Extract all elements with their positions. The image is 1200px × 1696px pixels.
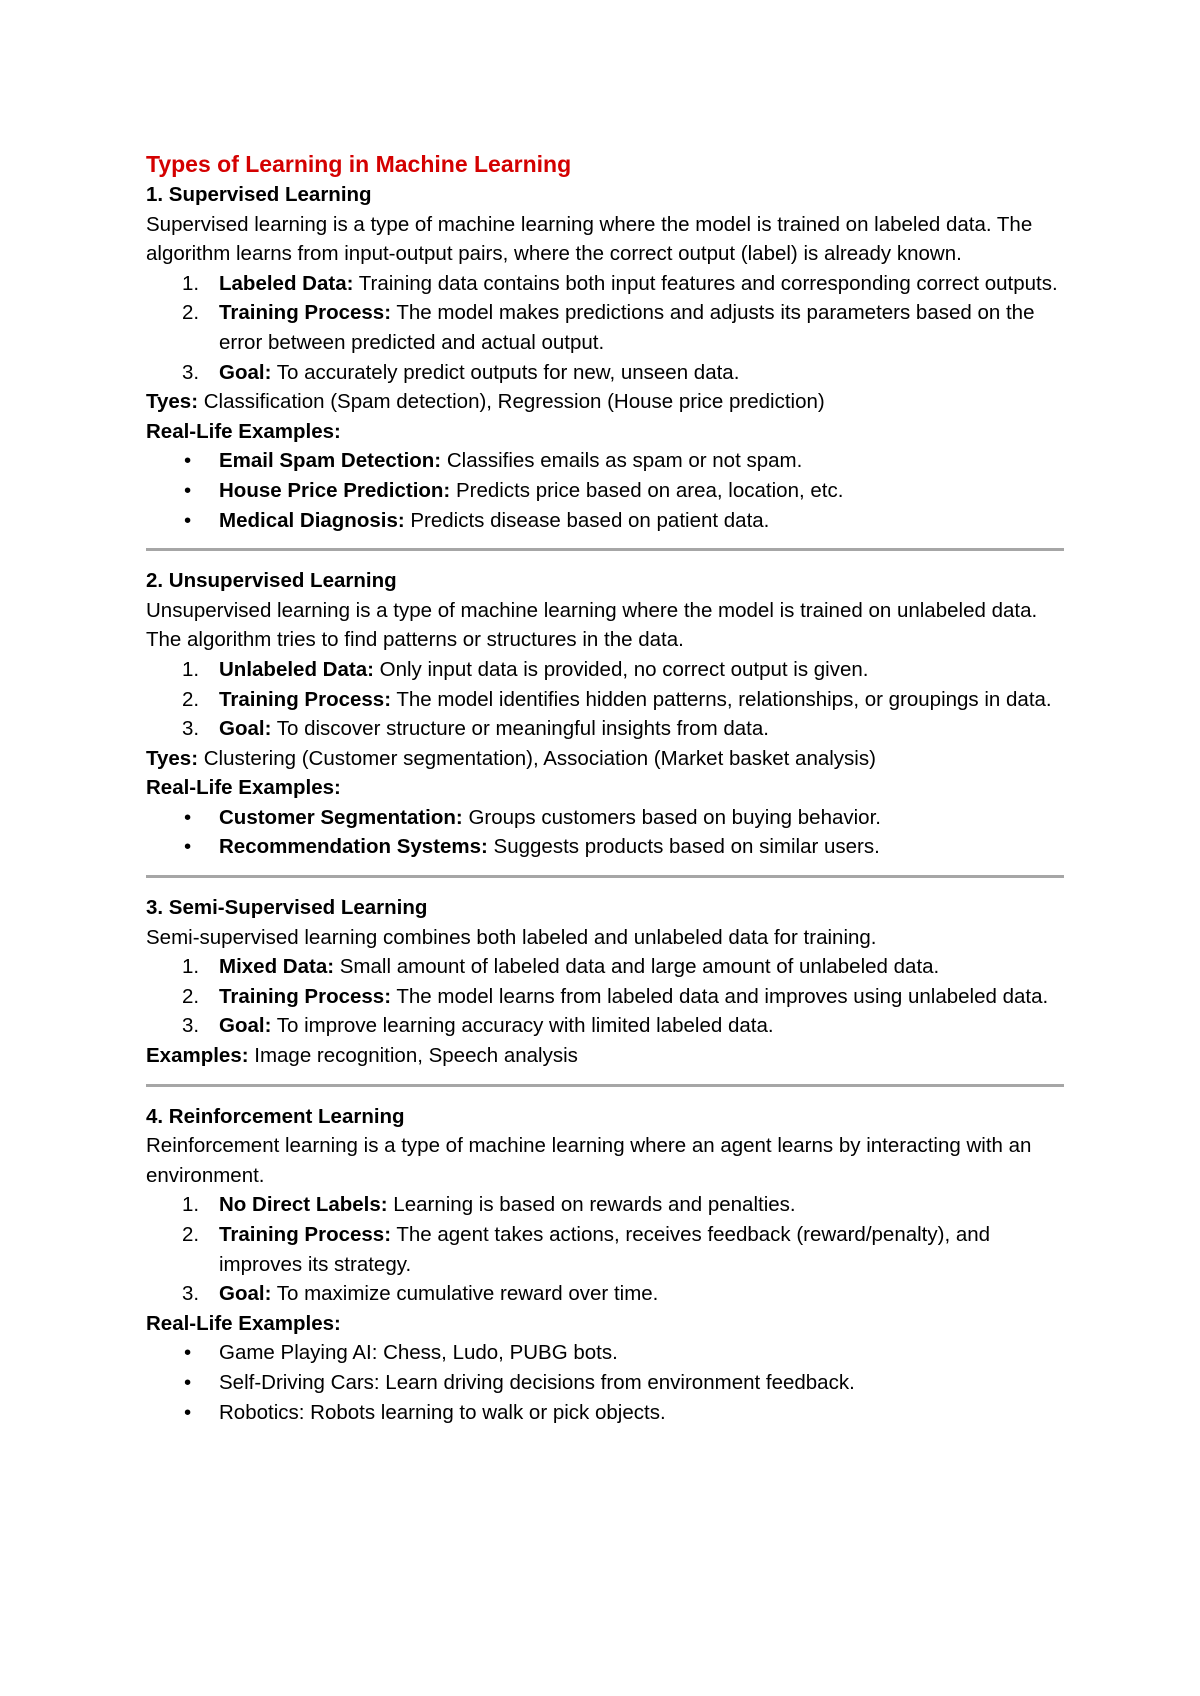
section-reinforcement	[146, 1102, 1064, 1428]
document-page	[146, 148, 1064, 1427]
item-number: 1.	[182, 271, 200, 295]
section-semi-supervised	[146, 893, 1064, 1071]
item-label: Recommendation Systems:	[219, 835, 488, 859]
item-text: The agent takes actions, receives feedback (reward/penalty), and improves its strategy.	[219, 1223, 991, 1276]
examples-list	[146, 803, 1064, 862]
item-label: Unlabeled Data:	[219, 657, 374, 681]
list-item	[146, 269, 1064, 299]
list-item	[146, 1279, 1064, 1309]
item-text: Predicts price based on area, location, etc.	[450, 478, 844, 502]
key-points-list	[146, 1190, 1064, 1308]
item-number: 2.	[182, 301, 200, 325]
item-text: The model identifies hidden patterns, relationships, or groupings in data.	[391, 687, 1052, 711]
types-line	[146, 387, 1064, 417]
item-number: 1.	[182, 1193, 200, 1217]
item-number: 1.	[182, 657, 200, 681]
list-item	[146, 1220, 1064, 1279]
key-points-list	[146, 952, 1064, 1041]
examples-label: Examples:	[146, 1044, 249, 1068]
types-line	[146, 744, 1064, 774]
section-description: Unsupervised learning is a type of machine learning where the model is trained on unlabeled data. The algorithm tries to find patterns or structures in the data.	[146, 598, 1038, 652]
list-item	[146, 1190, 1064, 1220]
item-label: Training Process:	[219, 301, 392, 325]
item-label: House Price Prediction:	[219, 478, 451, 502]
list-item	[146, 685, 1064, 715]
list-item	[146, 358, 1064, 388]
section-description: Semi-supervised learning combines both labeled and unlabeled data for training.	[146, 925, 877, 949]
list-item	[146, 832, 1064, 862]
bullet-icon: •	[184, 449, 192, 473]
types-text: Classification (Spam detection), Regression (House price prediction)	[198, 390, 825, 414]
item-label: Mixed Data:	[219, 955, 335, 979]
item-text: To maximize cumulative reward over time.	[271, 1282, 659, 1306]
list-item	[146, 655, 1064, 685]
document-title: Types of Learning in Machine Learning	[146, 151, 572, 177]
bullet-icon: •	[184, 805, 192, 829]
item-number: 2.	[182, 1223, 200, 1246]
list-item	[146, 803, 1064, 833]
item-number: 2.	[182, 984, 200, 1008]
item-number: 3.	[182, 1282, 200, 1306]
item-label: Training Process:	[219, 687, 392, 711]
list-item	[146, 446, 1064, 476]
item-text: The model learns from labeled data and improves using unlabeled data.	[391, 984, 1049, 1008]
types-label: Tyes:	[146, 746, 199, 770]
examples-heading: Real-Life Examples:	[146, 1311, 341, 1335]
item-label: Customer Segmentation:	[219, 805, 463, 829]
section-unsupervised	[146, 566, 1064, 862]
item-number: 3.	[182, 717, 200, 741]
list-item	[146, 1011, 1064, 1041]
item-text: Learning is based on rewards and penalties.	[387, 1193, 796, 1217]
item-label: Training Process:	[219, 984, 392, 1008]
list-item	[146, 1338, 1064, 1368]
bullet-icon: •	[184, 1370, 192, 1394]
list-item	[146, 1398, 1064, 1428]
examples-heading: Real-Life Examples:	[146, 419, 341, 443]
examples-list	[146, 1338, 1064, 1427]
item-text: Classifies emails as spam or not spam.	[441, 449, 803, 473]
horizontal-divider	[146, 875, 1064, 878]
item-text: Game Playing AI: Chess, Ludo, PUBG bots.	[219, 1341, 618, 1365]
item-number: 3.	[182, 360, 200, 384]
section-description: Supervised learning is a type of machine learning where the model is trained on labeled data. The algorithm learns from input-output pairs, where the correct output (label) is already known.	[146, 212, 1033, 266]
item-label: Goal:	[219, 1014, 272, 1038]
item-number: 1.	[182, 955, 200, 979]
key-points-list	[146, 655, 1064, 744]
item-label: Goal:	[219, 717, 272, 741]
item-number: 2.	[182, 687, 200, 711]
section-heading: 3. Semi-Supervised Learning	[146, 896, 428, 920]
section-supervised	[146, 180, 1064, 535]
list-item	[146, 298, 1064, 357]
item-label: Email Spam Detection:	[219, 449, 442, 473]
item-label: Goal:	[219, 1282, 272, 1306]
item-text: The model makes predictions and adjusts its parameters based on the error between predicted and actual output.	[219, 301, 1035, 354]
examples-list	[146, 446, 1064, 535]
section-description: Reinforcement learning is a type of machine learning where an agent learns by interacting with an environment.	[146, 1134, 1032, 1187]
item-text: Small amount of labeled data and large amount of unlabeled data.	[334, 955, 940, 979]
item-text: Groups customers based on buying behavior.	[462, 805, 881, 829]
list-item	[146, 506, 1064, 536]
item-number: 3.	[182, 1014, 200, 1038]
item-text: Training data contains both input features and corresponding correct outputs.	[353, 271, 1058, 295]
item-label: Training Process:	[219, 1223, 392, 1246]
section-heading: 2. Unsupervised Learning	[146, 569, 397, 593]
list-item	[146, 714, 1064, 744]
list-item	[146, 952, 1064, 982]
bullet-icon: •	[184, 508, 192, 532]
item-text: To accurately predict outputs for new, unseen data.	[271, 360, 740, 384]
list-item	[146, 476, 1064, 506]
horizontal-divider	[146, 548, 1064, 551]
item-label: Goal:	[219, 360, 272, 384]
item-label: Labeled Data:	[219, 271, 354, 295]
section-heading: 4. Reinforcement Learning	[146, 1104, 405, 1128]
types-label: Tyes:	[146, 390, 199, 414]
item-text: Only input data is provided, no correct output is given.	[373, 657, 869, 681]
item-text: Robotics: Robots learning to walk or pick objects.	[219, 1400, 666, 1424]
item-label: Medical Diagnosis:	[219, 508, 405, 532]
bullet-icon: •	[184, 1400, 192, 1424]
types-text: Clustering (Customer segmentation), Association (Market basket analysis)	[198, 746, 876, 770]
list-item	[146, 1368, 1064, 1398]
item-text: To discover structure or meaningful insights from data.	[271, 717, 769, 741]
list-item	[146, 982, 1064, 1012]
examples-line	[146, 1041, 1064, 1071]
item-text: To improve learning accuracy with limited labeled data.	[271, 1014, 774, 1038]
section-heading: 1. Supervised Learning	[146, 183, 372, 206]
item-text: Predicts disease based on patient data.	[404, 508, 770, 532]
item-text: Suggests products based on similar users.	[487, 835, 880, 859]
bullet-icon: •	[184, 478, 192, 502]
examples-text: Image recognition, Speech analysis	[248, 1044, 578, 1068]
bullet-icon: •	[184, 1341, 192, 1365]
item-text: Self-Driving Cars: Learn driving decisions from environment feedback.	[219, 1370, 855, 1394]
examples-heading: Real-Life Examples:	[146, 776, 341, 800]
item-label: No Direct Labels:	[219, 1193, 388, 1217]
horizontal-divider	[146, 1084, 1064, 1087]
key-points-list	[146, 269, 1064, 387]
bullet-icon: •	[184, 835, 192, 859]
